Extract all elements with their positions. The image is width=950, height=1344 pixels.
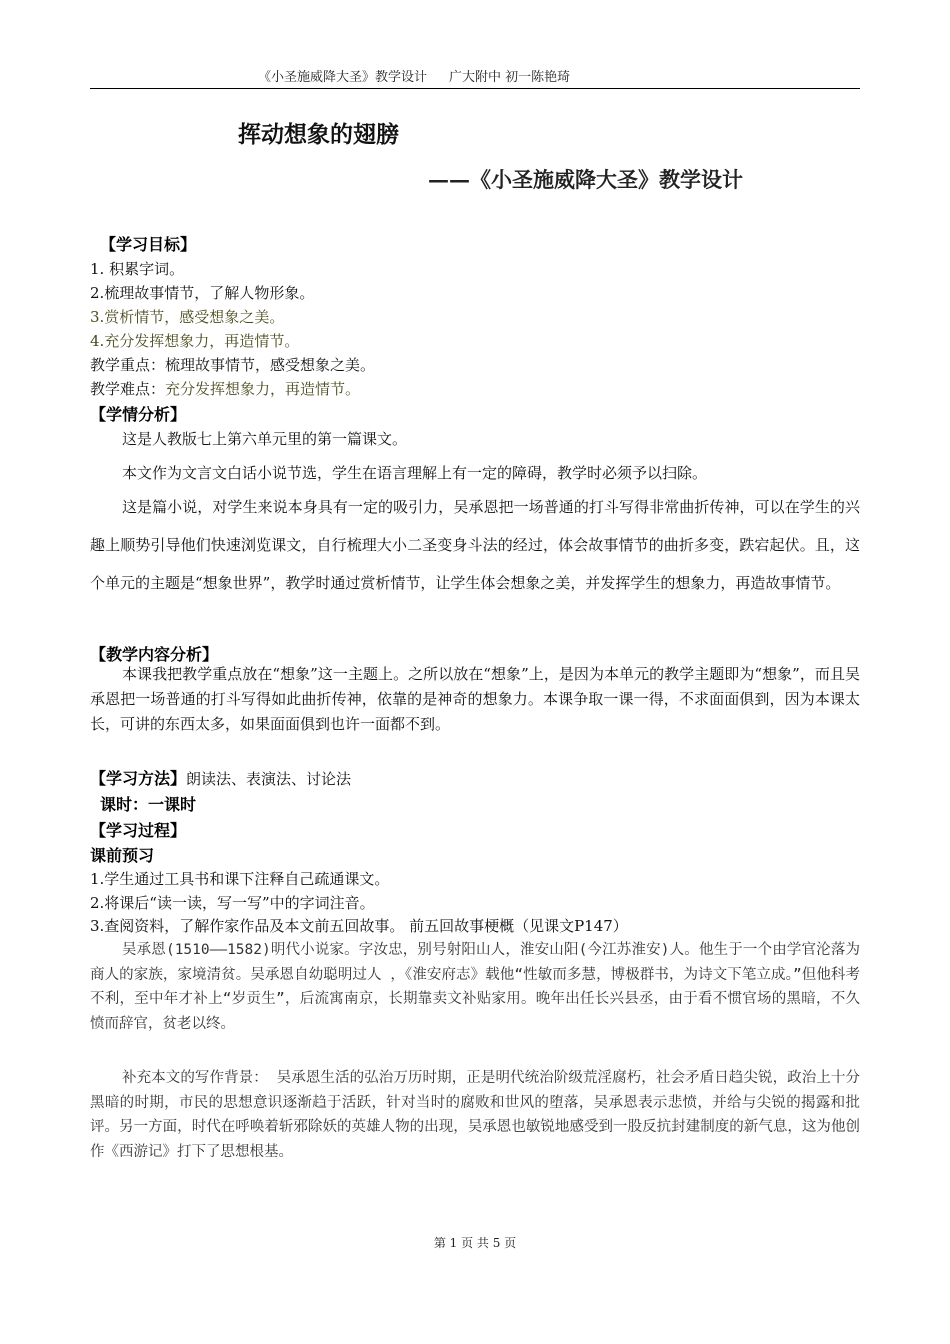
teaching-difficulty-text: 充分发挥想象力，再造情节。: [165, 380, 361, 398]
method-line: [90, 766, 351, 789]
teaching-difficulty: [90, 378, 360, 399]
page-title: 挥动想象的翅膀: [238, 122, 399, 148]
analysis-paragraph: 这是篇小说，对学生来说本身具有一定的吸引力，吴承恩把一场普通的打斗写得非常曲折传神，可以在学生的兴趣上顺势引导他们快速浏览课文，自行梳理大小二圣变身斗法的经过，体会故事情节的曲折多变，跌宕起伏。且，这个单元的主题是“想象世界”，教学时通过赏析情节，让学生体会想象之美，并发挥学生的想象力，再造故事情节。: [90, 498, 860, 592]
header-author: 广大附中 初一陈艳琦: [449, 70, 571, 85]
goal-item: 4.充分发挥想象力，再造情节。: [90, 332, 300, 350]
goals-heading: 【学习目标】: [100, 235, 197, 254]
header-rule: [90, 88, 860, 89]
teaching-focus-text: 梳理故事情节，感受想象之美。: [165, 356, 376, 374]
analysis-heading: 【学情分析】: [90, 405, 187, 424]
goal-item: 2.梳理故事情节，了解人物形象。: [90, 284, 315, 302]
analysis-paragraph: 这是人教版七上第六单元里的第一篇课文。: [122, 430, 408, 448]
preview-heading: 课前预习: [90, 846, 155, 865]
teaching-difficulty-label: 教学难点：: [90, 380, 166, 398]
header-doc-title: 《小圣施威降大圣》教学设计: [258, 70, 428, 85]
background-paragraph: 补充本文的写作背景： 吴承恩生活的弘治万历时期，正是明代统治阶级荒淫腐朽，社会矛盾日趋尖锐，政治上十分黑暗的时期，市民的思想意识逐渐趋于活跃，针对当时的腐败和世风的堕落，吴承恩表示悲愤，并给与尖锐的揭露和批评。另一方面，时代在呼唤着斩邪除妖的英雄人物的出现，吴承恩也敏锐地感受到一股反抗封建制度的新气息，这为他创作《西游记》打下了思想根基。: [90, 1070, 860, 1160]
page-footer: 第 1 页 共 5 页: [433, 1236, 517, 1250]
content-paragraph: 本课我把教学重点放在“想象”这一主题上。之所以放在“想象”上，是因为本单元的教学主题即为“想象”，而且吴承恩把一场普通的打斗写得如此曲折传神，依靠的是神奇的想象力。本课争取一课一得，不求面面俱到，因为本课太长，可讲的东西太多，如果面面俱到也许一面都不到。: [90, 665, 860, 733]
period-line: 课时：一课时: [100, 795, 197, 814]
preview-item: 2.将课后“读一读，写一写”中的字词注音。: [90, 894, 375, 912]
method-text: 朗读法、表演法、讨论法: [186, 770, 352, 788]
teaching-focus-label: 教学重点：: [90, 356, 166, 374]
author-paragraph: 吴承恩(1510——1582)明代小说家。字汝忠，别号射阳山人，淮安山阳(今江苏淮安)人。他生于一个由学官沦落为商人的家族，家境清贫。吴承恩自幼聪明过人 ，《淮安府志》载他“性敏而多慧，博极群书，为诗文下笔立成。”但他科考不利，至中年才补上“岁贡生”，后流寓南京，长期靠卖文补贴家用。晚年出任长兴县丞，由于看不惯官场的黑暗，不久愤而辞官，贫老以终。: [90, 942, 860, 1032]
analysis-paragraph: 本文作为文言文白话小说节选，学生在语言理解上有一定的障碍，教学时必须予以扫除。: [122, 464, 708, 482]
goal-item: 3.赏析情节，感受想象之美。: [90, 308, 285, 326]
process-heading: 【学习过程】: [90, 821, 187, 840]
goal-item: 1. 积累字词。: [90, 260, 185, 278]
content-heading: 【教学内容分析】: [90, 645, 219, 664]
preview-item: 1.学生通过工具书和课下注释自己疏通课文。: [90, 870, 390, 888]
method-heading: 【学习方法】: [90, 769, 187, 788]
page-subtitle: ——《小圣施威降大圣》教学设计: [428, 167, 743, 192]
page-header: [258, 66, 570, 85]
teaching-focus: [90, 354, 375, 375]
preview-item: 3.查阅资料，了解作家作品及本文前五回故事。 前五回故事梗概（见课文P147）: [90, 917, 628, 935]
